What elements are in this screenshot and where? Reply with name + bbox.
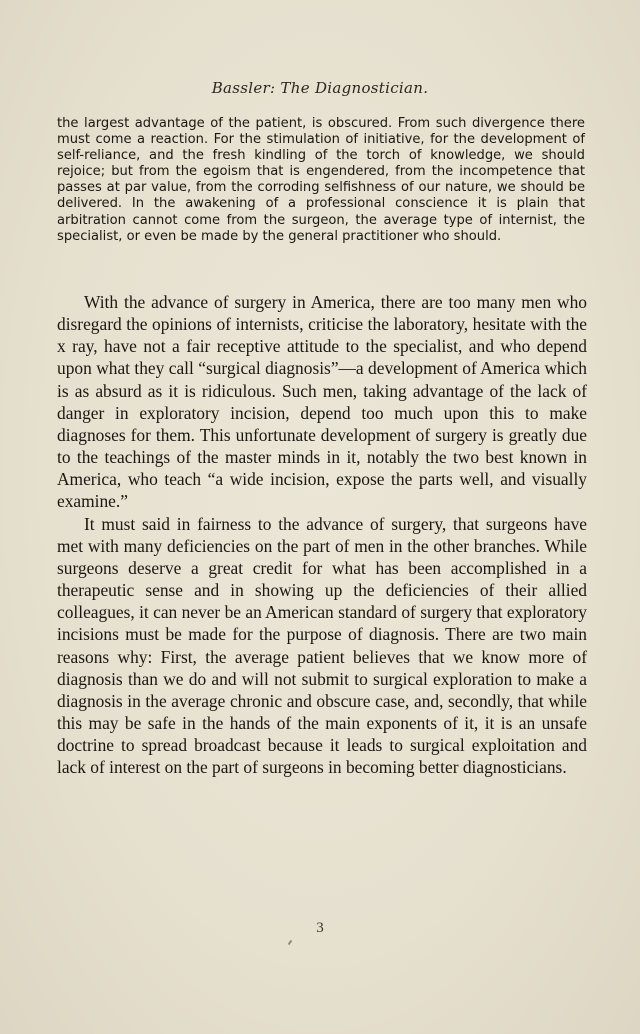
paragraph-surgery-advance: With the advance of surgery in America, there are too many men who disregard the opinions of internists, criticise the laboratory, hesitate with the x ray, have not a fair receptive attitude to the specialist, and who depend upon what they call “surgical diagnosis”—a development of America which is as absurd as it is ridiculous. Such men, taking advantage of the lack of danger in exploratory incision, depend too much upon this to make diagnoses for them. This unfortunate development of surgery is greatly due to the teachings of the master minds in it, notably the two best known in America, who teach “a wide incision, expose the parts well, and visually examine.” xyxy=(57,292,587,512)
running-title: Bassler: The Diagnostician. xyxy=(211,79,429,97)
page-number: 3 xyxy=(316,920,324,936)
small-type-paragraph: the largest advantage of the patient, is obscured. From such divergence there must come a reaction. For the stimulation of initiative, for the development of self-reliance, and the fresh kindling of the torch of knowledge, we should rejoice; but from the egoism that is engendered, from the incompetence that passes at par value, from the corroding selfishness of our nature, we should be delivered. In the awakening of a professional conscience it is plain that arbitration cannot come from the surgeon, the average type of internist, the specialist, or even be made by the general practitioner who should. xyxy=(57,116,585,244)
paper-speck xyxy=(288,940,293,945)
body-text xyxy=(57,291,587,778)
paragraph-fairness: It must said in fairness to the advance of surgery, that surgeons have met with many deficiencies on the part of men in the other branches. While surgeons deserve a great credit for what has been accomplished in a therapeutic sense and in showing up the deficiencies of their allied colleagues, it can never be an American standard of surgery that exploratory incisions must be made for the purpose of diagnosis. There are two main reasons why: First, the average patient believes that we know more of diagnosis than we do and will not submit to surgical exploration to make a diagnosis in the average chronic and obscure case, and, secondly, that while this may be safe in the hands of the main exponents of it, it is an unsafe doctrine to spread broadcast because it leads to surgical exploitation and lack of interest on the part of surgeons in becoming better diagnosticians. xyxy=(57,513,587,778)
